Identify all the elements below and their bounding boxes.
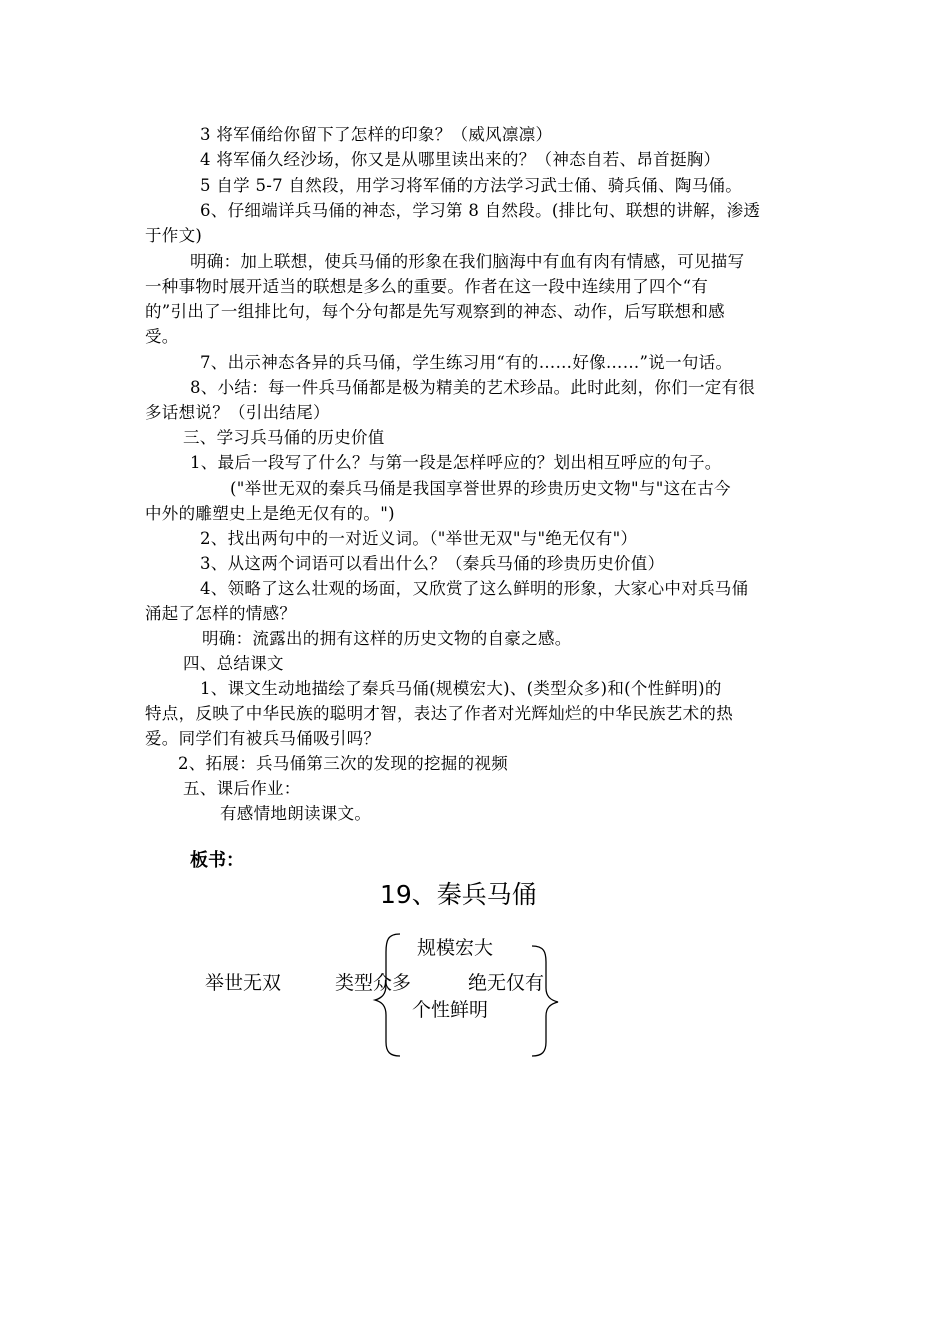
text-line: 的”引出了一组排比句，每个分句都是先写观察到的神态、动作，后写联想和感 bbox=[145, 302, 725, 321]
text-line: 3 将军俑给你留下了怎样的印象？（威风凛凛） bbox=[200, 125, 553, 144]
text-line: 爱。同学们有被兵马俑吸引吗？ bbox=[145, 729, 381, 748]
text-line: 一种事物时展开适当的联想是多么的重要。作者在这一段中连续用了四个“有 bbox=[145, 277, 709, 296]
text-line: 5 自学 5-7 自然段，用学习将军俑的方法学习武士俑、骑兵俑、陶马俑。 bbox=[200, 176, 743, 195]
text-line: 7、出示神态各异的兵马俑，学生练习用“有的……好像……”说一句话。 bbox=[200, 353, 733, 372]
board-middle-bottom: 个性鲜明 bbox=[412, 999, 489, 1021]
board-label: 板书： bbox=[190, 850, 244, 871]
board-title: 19、秦兵马俑 bbox=[380, 880, 537, 909]
text-line: 中外的雕塑史上是绝无仅有的。") bbox=[145, 504, 395, 523]
text-line: 特点，反映了中华民族的聪明才智，表达了作者对光辉灿烂的中华民族艺术的热 bbox=[145, 704, 733, 723]
left-brace bbox=[375, 934, 400, 1056]
text-line: 多话想说？（引出结尾） bbox=[145, 403, 330, 422]
right-brace bbox=[532, 946, 558, 1056]
text-line: 于作文) bbox=[145, 226, 203, 245]
text-line: 涌起了怎样的情感？ bbox=[145, 604, 297, 623]
text-line: ("举世无双的秦兵马俑是我国享誉世界的珍贵历史文物"与"这在古今 bbox=[230, 479, 731, 498]
text-line: 6、仔细端详兵马俑的神态，学习第 8 自然段。(排比句、联想的讲解，渗透 bbox=[200, 201, 761, 220]
board-left-term: 举世无双 bbox=[205, 972, 282, 994]
text-line: 明确：流露出的拥有这样的历史文物的自豪之感。 bbox=[202, 629, 572, 648]
text-line: 4、领略了这么壮观的场面，又欣赏了这么鲜明的形象，大家心中对兵马俑 bbox=[200, 579, 749, 598]
section-heading: 三、学习兵马俑的历史价值 bbox=[183, 428, 385, 447]
board-right-term: 绝无仅有 bbox=[468, 972, 545, 994]
section-heading: 五、课后作业： bbox=[183, 779, 301, 798]
text-line: 4 将军俑久经沙场，你又是从哪里读出来的？（神态自若、昂首挺胸） bbox=[200, 150, 721, 169]
text-line: 1、最后一段写了什么？与第一段是怎样呼应的？划出相互呼应的句子。 bbox=[190, 453, 722, 472]
text-line: 明确：加上联想，使兵马俑的形象在我们脑海中有血有肉有情感，可见描写 bbox=[190, 252, 745, 271]
text-line: 1、课文生动地描绘了秦兵马俑(规模宏大)、(类型众多)和(个性鲜明)的 bbox=[200, 679, 722, 698]
text-line: 2、拓展：兵马俑第三次的发现的挖掘的视频 bbox=[178, 754, 508, 773]
text-line: 3、从这两个词语可以看出什么？（秦兵马俑的珍贵历史价值） bbox=[200, 554, 665, 573]
section-heading: 四、总结课文 bbox=[183, 654, 284, 673]
board-middle-center: 类型众多 bbox=[335, 972, 412, 994]
text-line: 受。 bbox=[145, 327, 179, 346]
text-line: 8、小结：每一件兵马俑都是极为精美的艺术珍品。此时此刻，你们一定有很 bbox=[190, 378, 756, 397]
text-line: 有感情地朗读课文。 bbox=[220, 804, 372, 823]
text-line: 2、找出两句中的一对近义词。（"举世无双"与"绝无仅有"） bbox=[200, 529, 638, 548]
board-middle-top: 规模宏大 bbox=[417, 937, 494, 959]
